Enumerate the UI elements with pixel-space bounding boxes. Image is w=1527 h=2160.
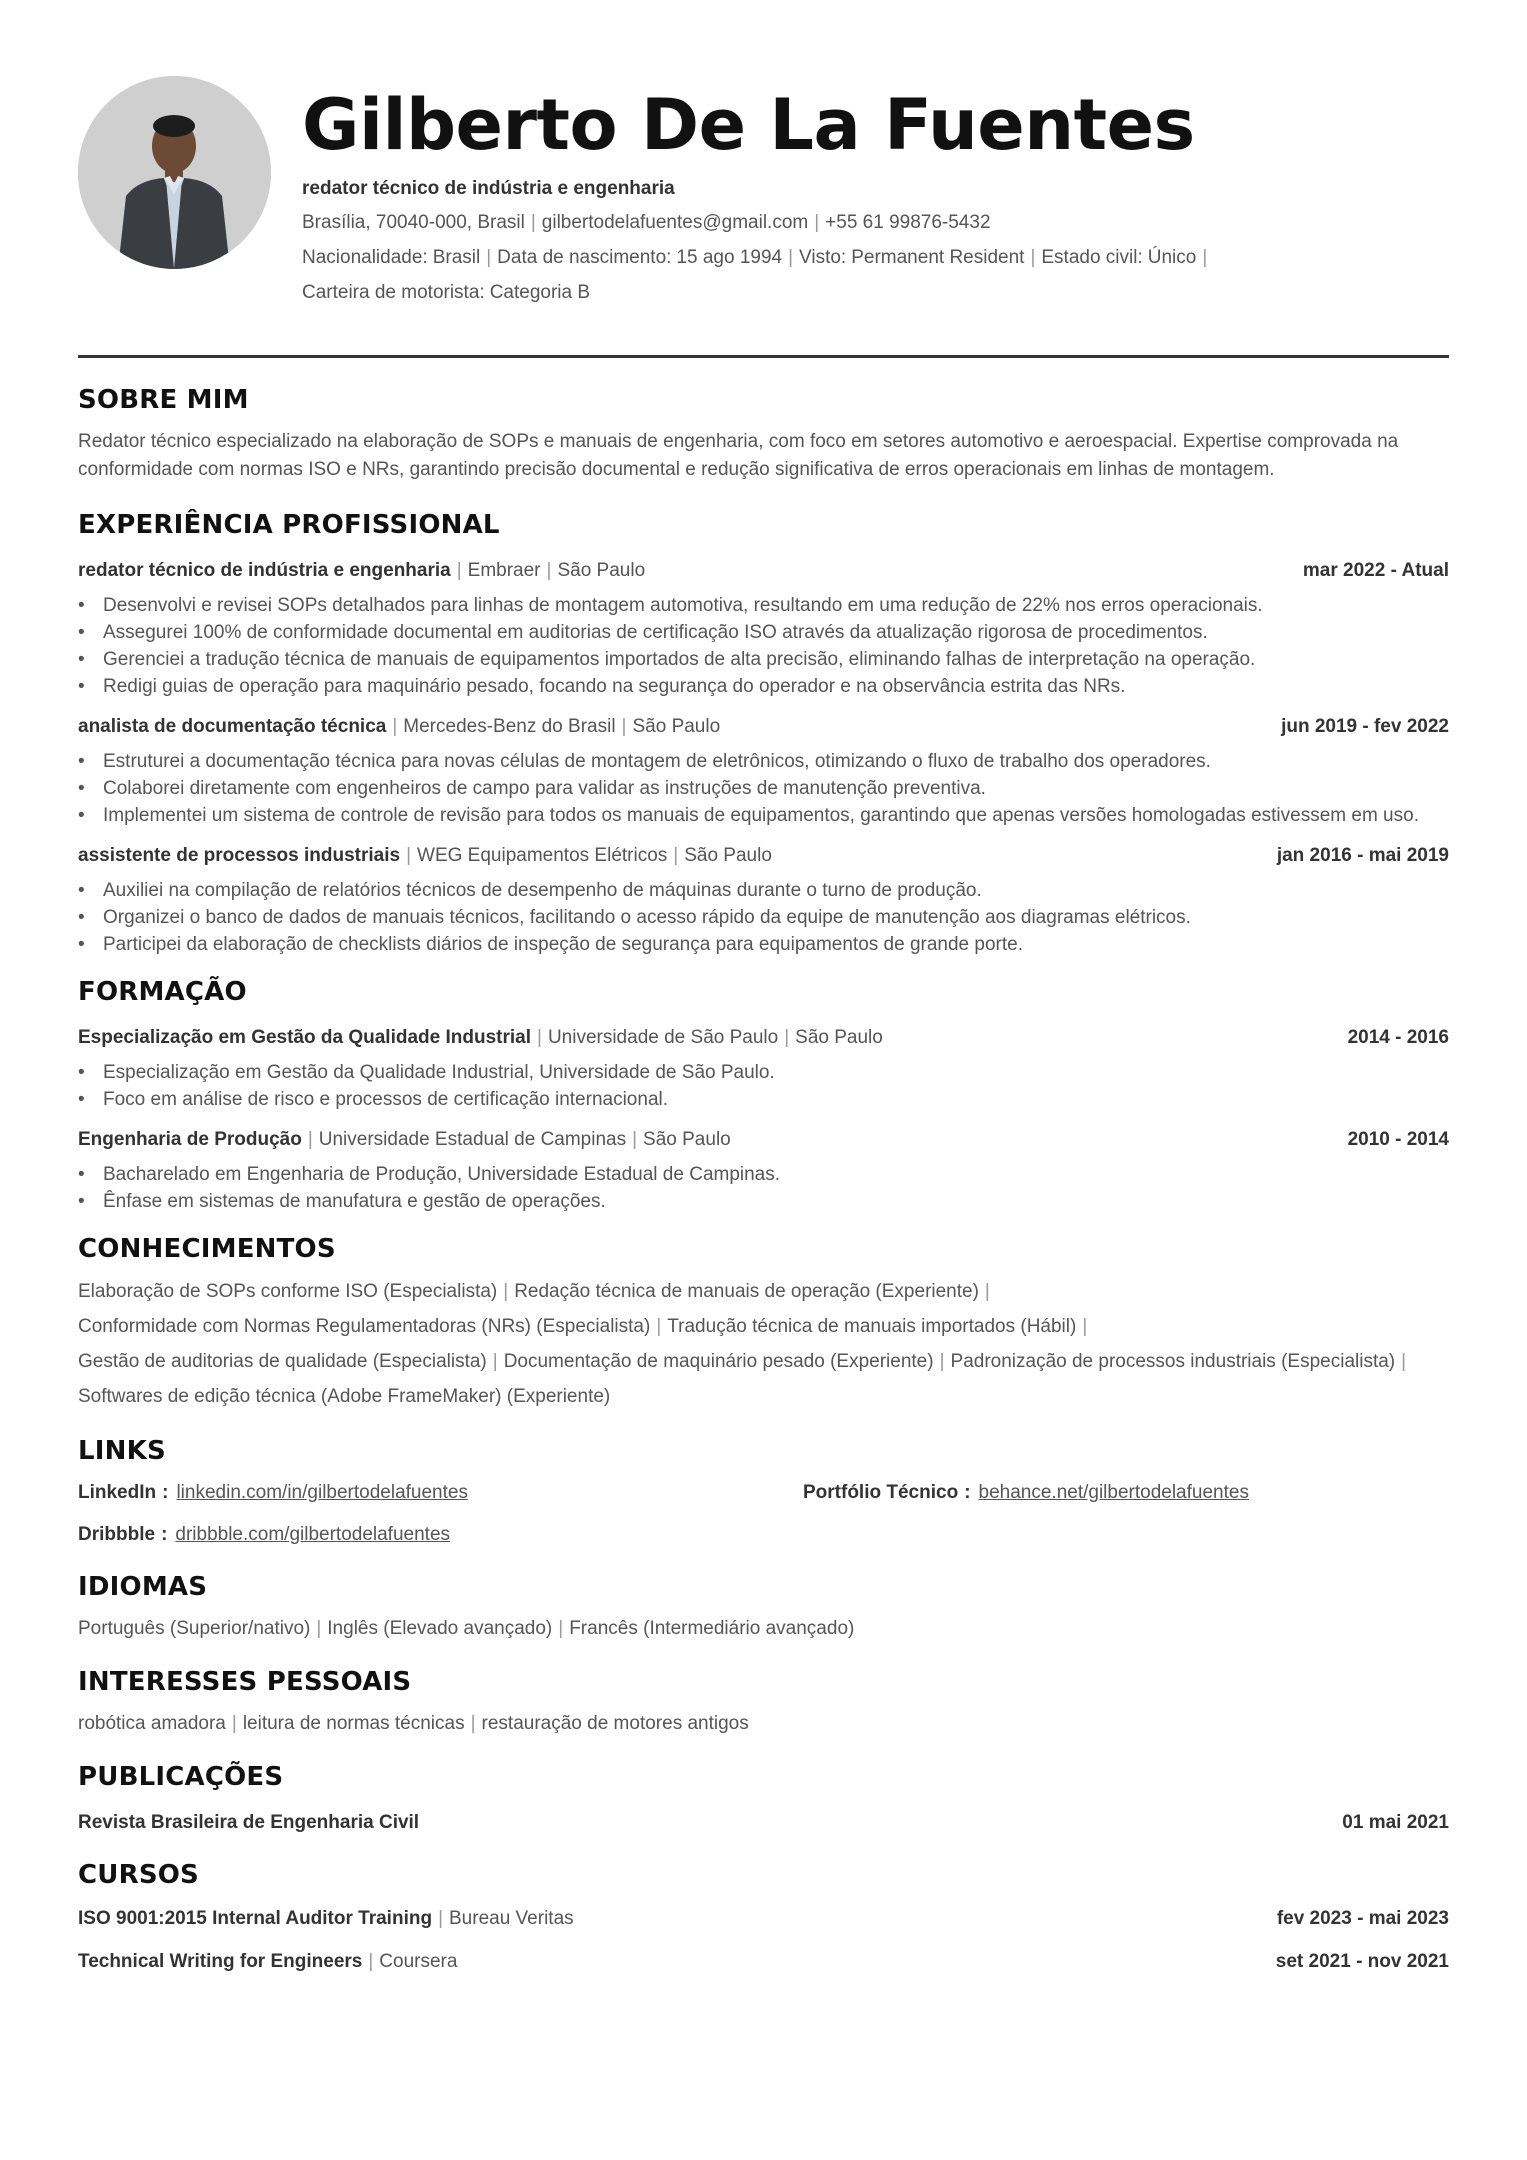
education-bullet: • Bacharelado em Engenharia de Produção, Universidade Estadual de Campinas. bbox=[78, 1161, 1449, 1188]
section-title-education: FORMAÇÃO bbox=[78, 977, 247, 1007]
visa-value: Permanent Resident bbox=[851, 247, 1025, 268]
experience-title: analista de documentação técnica bbox=[78, 716, 387, 737]
education-dates: 2010 - 2014 bbox=[1347, 1129, 1449, 1150]
education-title: Especialização em Gestão da Qualidade Industrial bbox=[78, 1027, 531, 1048]
separator: | bbox=[492, 1351, 498, 1372]
links-section bbox=[78, 1436, 1449, 1562]
interest-item: robótica amadora bbox=[78, 1713, 226, 1734]
education-location: São Paulo bbox=[795, 1027, 883, 1048]
experience-dates: mar 2022 - Atual bbox=[1302, 560, 1449, 581]
about-section bbox=[78, 385, 1449, 484]
experience-bullet: • Colaborei diretamente com engenheiros de campo para validar as instruções de manutenção preventiva. bbox=[78, 775, 1449, 802]
contact-line bbox=[302, 211, 1213, 235]
link-colon: : bbox=[162, 1482, 169, 1503]
section-title-interests: INTERESSES PESSOAIS bbox=[78, 1667, 412, 1697]
experience-dates: jan 2016 - mai 2019 bbox=[1276, 845, 1449, 866]
personal-info-line bbox=[302, 246, 1213, 270]
education-entry-heading bbox=[78, 1025, 883, 1051]
separator: | bbox=[1082, 1316, 1088, 1337]
education-entry-header bbox=[78, 1127, 1449, 1153]
course-name: ISO 9001:2015 Internal Auditor Training bbox=[78, 1908, 433, 1929]
education-entry bbox=[78, 1025, 1449, 1113]
language-item: Inglês (Elevado avançado) bbox=[327, 1618, 553, 1639]
separator: | bbox=[456, 560, 462, 581]
course-provider: Coursera bbox=[379, 1951, 458, 1972]
education-list bbox=[78, 1025, 1449, 1215]
separator: | bbox=[530, 212, 536, 233]
course-item bbox=[78, 1906, 1449, 1932]
experience-bullet: • Organizei o banco de dados de manuais técnicos, facilitando o acesso rápido da equipe de manutenção aos diagramas elétricos. bbox=[78, 904, 1449, 931]
experience-bullet: • Desenvolvi e revisei SOPs detalhados para linhas de montagem automotiva, resultando em uma redução de 22% nos erros operacionais. bbox=[78, 592, 1449, 619]
header-divider bbox=[78, 355, 1449, 358]
email[interactable]: gilbertodelafuentes@gmail.com bbox=[541, 212, 809, 233]
section-title-about: SOBRE MIM bbox=[78, 385, 249, 415]
separator: | bbox=[784, 1027, 790, 1048]
birth-label: Data de nascimento: bbox=[497, 247, 672, 268]
experience-bullet-list bbox=[78, 748, 1449, 829]
separator: | bbox=[392, 716, 398, 737]
nationality-value: Brasil bbox=[432, 247, 481, 268]
skills-list bbox=[78, 1274, 1449, 1414]
separator: | bbox=[368, 1951, 374, 1972]
education-entry-header bbox=[78, 1025, 1449, 1051]
language-item: Português (Superior/nativo) bbox=[78, 1618, 311, 1639]
separator: | bbox=[939, 1351, 945, 1372]
skill-item: Padronização de processos industriais (Especialista) bbox=[950, 1351, 1396, 1372]
publications-section bbox=[78, 1762, 1449, 1836]
link-row bbox=[803, 1480, 1249, 1506]
profile-photo-illustration bbox=[78, 76, 271, 269]
education-title: Engenharia de Produção bbox=[78, 1129, 302, 1150]
experience-entry-heading bbox=[78, 714, 720, 740]
experience-bullet: • Estruturei a documentação técnica para novas células de montagem de eletrônicos, otimizando o fluxo de trabalho dos operadores. bbox=[78, 748, 1449, 775]
links-grid bbox=[78, 1480, 1449, 1562]
resume-header bbox=[78, 76, 1449, 341]
education-entry bbox=[78, 1127, 1449, 1215]
skill-item: Elaboração de SOPs conforme ISO (Especialista) bbox=[78, 1281, 498, 1302]
separator: | bbox=[558, 1618, 564, 1639]
publication-name: Revista Brasileira de Engenharia Civil bbox=[78, 1812, 420, 1833]
section-title-skills: CONHECIMENTOS bbox=[78, 1234, 336, 1264]
separator: | bbox=[814, 212, 820, 233]
separator: | bbox=[470, 1713, 476, 1734]
section-title-courses: CURSOS bbox=[78, 1860, 199, 1890]
license-label: Carteira de motorista: bbox=[302, 282, 485, 303]
separator: | bbox=[673, 845, 679, 866]
separator: | bbox=[231, 1713, 237, 1734]
experience-entry-heading bbox=[78, 843, 772, 869]
languages-section bbox=[78, 1572, 1449, 1643]
education-dates: 2014 - 2016 bbox=[1347, 1027, 1449, 1048]
interests-section bbox=[78, 1667, 1449, 1738]
experience-entry-header bbox=[78, 558, 1449, 584]
separator: | bbox=[621, 716, 627, 737]
experience-section bbox=[78, 510, 1449, 958]
publication-item bbox=[78, 1810, 1449, 1836]
experience-entry-heading bbox=[78, 558, 645, 584]
experience-bullet-list bbox=[78, 592, 1449, 700]
skill-item: Softwares de edição técnica (Adobe FrameMaker) (Experiente) bbox=[78, 1386, 611, 1407]
separator: | bbox=[307, 1129, 313, 1150]
link-row bbox=[78, 1522, 450, 1548]
link-label: Dribbble bbox=[78, 1524, 156, 1545]
civil-status-value: Único bbox=[1147, 247, 1197, 268]
experience-bullet: • Participei da elaboração de checklists diários de inspeção de segurança para equipamentos de grande porte. bbox=[78, 931, 1449, 958]
education-bullet: • Ênfase em sistemas de manufatura e gestão de operações. bbox=[78, 1188, 1449, 1215]
experience-bullet: • Gerenciei a tradução técnica de manuais de equipamentos importados de alta precisão, eliminando falhas de interpretação na operação. bbox=[78, 646, 1449, 673]
section-title-experience: EXPERIÊNCIA PROFISSIONAL bbox=[78, 510, 500, 540]
separator: | bbox=[438, 1908, 443, 1929]
phone[interactable]: +55 61 99876-5432 bbox=[825, 212, 991, 233]
dribbble-link[interactable]: dribbble.com/gilbertodelafuentes bbox=[175, 1524, 451, 1545]
license-value: Categoria B bbox=[489, 282, 591, 303]
experience-organization: Embraer bbox=[467, 560, 541, 581]
skill-item: Redação técnica de manuais de operação (Experiente) bbox=[514, 1281, 979, 1302]
civil-status-label: Estado civil: bbox=[1041, 247, 1143, 268]
link-row bbox=[78, 1480, 468, 1506]
separator: | bbox=[984, 1281, 990, 1302]
course-item bbox=[78, 1949, 1449, 1975]
education-bullet: • Especialização em Gestão da Qualidade Industrial, Universidade de São Paulo. bbox=[78, 1059, 1449, 1086]
link-colon: : bbox=[161, 1524, 168, 1545]
separator: | bbox=[486, 247, 492, 268]
experience-entry-header bbox=[78, 714, 1449, 740]
experience-title: assistente de processos industriais bbox=[78, 845, 401, 866]
header-text bbox=[302, 76, 1213, 305]
separator: | bbox=[632, 1129, 638, 1150]
experience-location: São Paulo bbox=[684, 845, 772, 866]
separator: | bbox=[1202, 247, 1208, 268]
separator: | bbox=[316, 1618, 322, 1639]
experience-location: São Paulo bbox=[557, 560, 646, 581]
birth-value: 15 ago 1994 bbox=[676, 247, 783, 268]
skills-line bbox=[78, 1344, 1449, 1379]
interest-item: leitura de normas técnicas bbox=[242, 1713, 465, 1734]
education-entry-heading bbox=[78, 1127, 731, 1153]
link-label: LinkedIn bbox=[78, 1482, 157, 1503]
nationality-label: Nacionalidade: bbox=[302, 247, 428, 268]
experience-organization: Mercedes-Benz do Brasil bbox=[403, 716, 616, 737]
candidate-title: redator técnico de indústria e engenharia bbox=[302, 178, 675, 199]
link-label: Portfólio Técnico bbox=[803, 1482, 959, 1503]
language-item: Francês (Intermediário avançado) bbox=[569, 1618, 855, 1639]
skills-section bbox=[78, 1234, 1449, 1414]
address: Brasília, 70040-000, Brasil bbox=[302, 212, 525, 233]
education-organization: Universidade de São Paulo bbox=[547, 1027, 779, 1048]
skills-line bbox=[78, 1379, 1449, 1414]
course-dates: set 2021 - nov 2021 bbox=[1275, 1951, 1449, 1972]
skill-item: Tradução técnica de manuais importados (Hábil) bbox=[667, 1316, 1077, 1337]
portfolio-link[interactable]: behance.net/gilbertodelafuentes bbox=[978, 1482, 1249, 1503]
experience-entry-header bbox=[78, 843, 1449, 869]
separator: | bbox=[503, 1281, 509, 1302]
experience-bullet: • Assegurei 100% de conformidade documental em auditorias de certificação ISO através da atualização rigorosa de procedimentos. bbox=[78, 619, 1449, 646]
visa-label: Visto: bbox=[799, 247, 847, 268]
education-section bbox=[78, 977, 1449, 1215]
profile-photo bbox=[78, 76, 271, 269]
experience-location: São Paulo bbox=[632, 716, 721, 737]
experience-title: redator técnico de indústria e engenharia bbox=[78, 560, 451, 581]
separator: | bbox=[788, 247, 794, 268]
experience-bullet-list bbox=[78, 877, 1449, 958]
education-organization: Universidade Estadual de Campinas bbox=[318, 1129, 627, 1150]
course-name: Technical Writing for Engineers bbox=[78, 1951, 363, 1972]
experience-entry bbox=[78, 714, 1449, 829]
experience-bullet: • Auxiliei na compilação de relatórios técnicos de desempenho de máquinas durante o turno de produção. bbox=[78, 877, 1449, 904]
experience-bullet: • Redigi guias de operação para maquinário pesado, focando na segurança do operador e na observância estrita das NRs. bbox=[78, 673, 1449, 700]
publication-date: 01 mai 2021 bbox=[1342, 1812, 1449, 1833]
experience-list bbox=[78, 558, 1449, 958]
course-provider: Bureau Veritas bbox=[449, 1908, 574, 1929]
skills-line bbox=[78, 1274, 1449, 1309]
license-line bbox=[302, 281, 1213, 305]
skill-item: Gestão de auditorias de qualidade (Especialista) bbox=[78, 1351, 487, 1372]
interests-list bbox=[78, 1710, 1449, 1738]
link-colon: : bbox=[964, 1482, 971, 1503]
experience-entry bbox=[78, 558, 1449, 700]
interest-item: restauração de motores antigos bbox=[481, 1713, 749, 1734]
languages-list bbox=[78, 1615, 1449, 1643]
education-bullet: • Foco em análise de risco e processos de certificação internacional. bbox=[78, 1086, 1449, 1113]
courses-section bbox=[78, 1860, 1449, 1975]
skill-item: Conformidade com Normas Regulamentadoras (NRs) (Especialista) bbox=[78, 1316, 651, 1337]
experience-dates: jun 2019 - fev 2022 bbox=[1281, 716, 1449, 737]
separator: | bbox=[1030, 247, 1036, 268]
candidate-name: Gilberto De La Fuentes bbox=[302, 84, 1195, 166]
separator: | bbox=[537, 1027, 542, 1048]
education-bullet-list bbox=[78, 1161, 1449, 1215]
experience-bullet: • Implementei um sistema de controle de revisão para todos os manuais de equipamentos, garantindo que apenas versões homologadas estivessem em uso. bbox=[78, 802, 1449, 829]
education-location: São Paulo bbox=[643, 1129, 731, 1150]
linkedin-link[interactable]: linkedin.com/in/gilbertodelafuentes bbox=[176, 1482, 468, 1503]
course-dates: fev 2023 - mai 2023 bbox=[1276, 1908, 1449, 1929]
section-title-publications: PUBLICAÇÕES bbox=[78, 1762, 284, 1792]
skills-line bbox=[78, 1309, 1449, 1344]
section-title-languages: IDIOMAS bbox=[78, 1572, 208, 1602]
experience-organization: WEG Equipamentos Elétricos bbox=[417, 845, 668, 866]
experience-entry bbox=[78, 843, 1449, 958]
separator: | bbox=[406, 845, 412, 866]
section-title-links: LINKS bbox=[78, 1436, 166, 1466]
separator: | bbox=[1401, 1351, 1407, 1372]
separator: | bbox=[546, 560, 552, 581]
skill-item: Documentação de maquinário pesado (Experiente) bbox=[503, 1351, 934, 1372]
education-bullet-list bbox=[78, 1059, 1449, 1113]
about-text: Redator técnico especializado na elaboração de SOPs e manuais de engenharia, com foco em setores automotivo e aeroespacial. Expertise comprovada na conformidade com normas ISO e NRs, garantindo precisão documental e redução significativa de erros operacionais em linhas de montagem. bbox=[78, 431, 1399, 480]
separator: | bbox=[656, 1316, 662, 1337]
